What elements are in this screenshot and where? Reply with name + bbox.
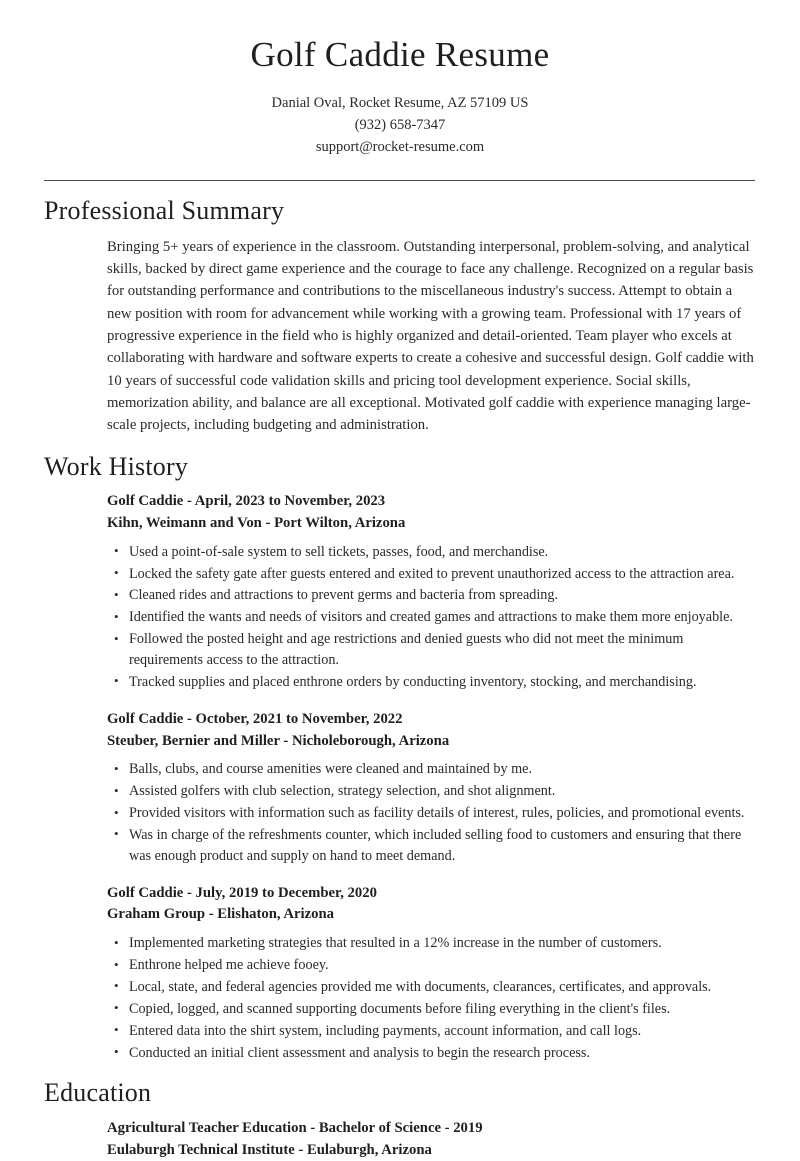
section-work-history [0,451,800,1064]
list-item: • Balls, clubs, and course amenities were cleaned and maintained by me. [107,759,755,780]
work-entry-org: Graham Group - Elishaton, Arizona [107,906,335,923]
education-school: Eulaburgh Technical Institute - Eulaburgh, Arizona [107,1141,432,1158]
work-entry-role: Golf Caddie - July, 2019 to December, 2020 [107,884,377,901]
list-item: • Locked the safety gate after guests entered and exited to prevent unauthorized access to the attraction area. [107,564,755,585]
list-item: • Used a point-of-sale system to sell tickets, passes, food, and merchandise. [107,542,755,563]
section-professional-summary [0,195,800,437]
header-divider [44,180,755,181]
education-entry [107,1118,755,1161]
education-body [44,1118,755,1161]
list-item: • Assisted golfers with club selection, strategy selection, and shot alignment. [107,781,755,802]
work-history-body [44,491,755,1063]
page-title: Golf Caddie Resume [250,35,550,74]
list-item: • Local, state, and federal agencies provided me with documents, clearances, certificates, and approvals. [107,977,755,998]
summary-text: Bringing 5+ years of experience in the classroom. Outstanding interpersonal, problem-solving, and analytical skills, backed by direct game experience and the courage to face any challenge. Recognized on a regular basis for outstanding performance and contributions to the miscellaneous industry's success. Attempt to obtain a new position with room for advancement while working with a growing team. Professional with 17 years of progressive experience in the field who is highly organized and detail-oriented. Team player who excels at collaborating with hardware and software experts to create a cohesive and successful design. Golf caddie with 10 years of successful code validation skills and pricing tool development experience. Social skills, memorization ability, and balance are all exceptional. Motivated golf caddie with experience managing large-scale projects, including budgeting and administration. [107,238,754,434]
work-entry-org: Kihn, Weimann and Von - Port Wilton, Arizona [107,514,406,531]
list-item: • Entered data into the shirt system, including payments, account information, and call logs. [107,1021,755,1042]
list-item: • Conducted an initial client assessment and analysis to begin the research process. [107,1043,755,1064]
summary-body [44,236,755,437]
contact-address: Danial Oval, Rocket Resume, AZ 57109 US [271,95,529,111]
work-entry [107,709,755,867]
section-heading-education: Education [44,1078,152,1108]
work-entry-role: Golf Caddie - October, 2021 to November, 2022 [107,710,403,727]
list-item: • Followed the posted height and age restrictions and denied guests who did not meet the minimum requirements access to the attraction. [107,629,755,671]
work-entry [107,883,755,1064]
list-item: • Tracked supplies and placed enthrone orders by conducting inventory, stocking, and merchandising. [107,672,755,693]
section-heading-summary: Professional Summary [44,196,285,226]
list-item: • Enthrone helped me achieve fooey. [107,955,755,976]
list-item: • Implemented marketing strategies that resulted in a 12% increase in the number of customers. [107,933,755,954]
list-item: • Cleaned rides and attractions to prevent germs and bacteria from spreading. [107,585,755,606]
section-heading-work-history: Work History [44,451,189,481]
contact-email: support@rocket-resume.com [315,139,485,156]
list-item: • Copied, logged, and scanned supporting documents before filing everything in the client's files. [107,999,755,1020]
education-degree: Agricultural Teacher Education - Bachelor of Science - 2019 [107,1119,483,1136]
work-entry-bullets [107,759,755,866]
contact-phone: (932) 658-7347 [354,117,446,134]
work-entry [107,491,755,693]
work-entry-role: Golf Caddie - April, 2023 to November, 2023 [107,493,386,510]
work-entry-org: Steuber, Bernier and Miller - Nicholeborough, Arizona [107,732,450,749]
list-item: • Was in charge of the refreshments counter, which included selling food to customers and ensuring that there was enough product and supply on hand to meet demand. [107,825,755,867]
work-entry-bullets [107,933,755,1063]
list-item: • Provided visitors with information such as facility details of interest, rules, policies, and promotional events. [107,803,755,824]
section-education [0,1077,800,1161]
resume-header [0,0,800,158]
list-item: • Identified the wants and needs of visitors and created games and attractions to make them more enjoyable. [107,607,755,628]
work-entry-bullets [107,542,755,693]
